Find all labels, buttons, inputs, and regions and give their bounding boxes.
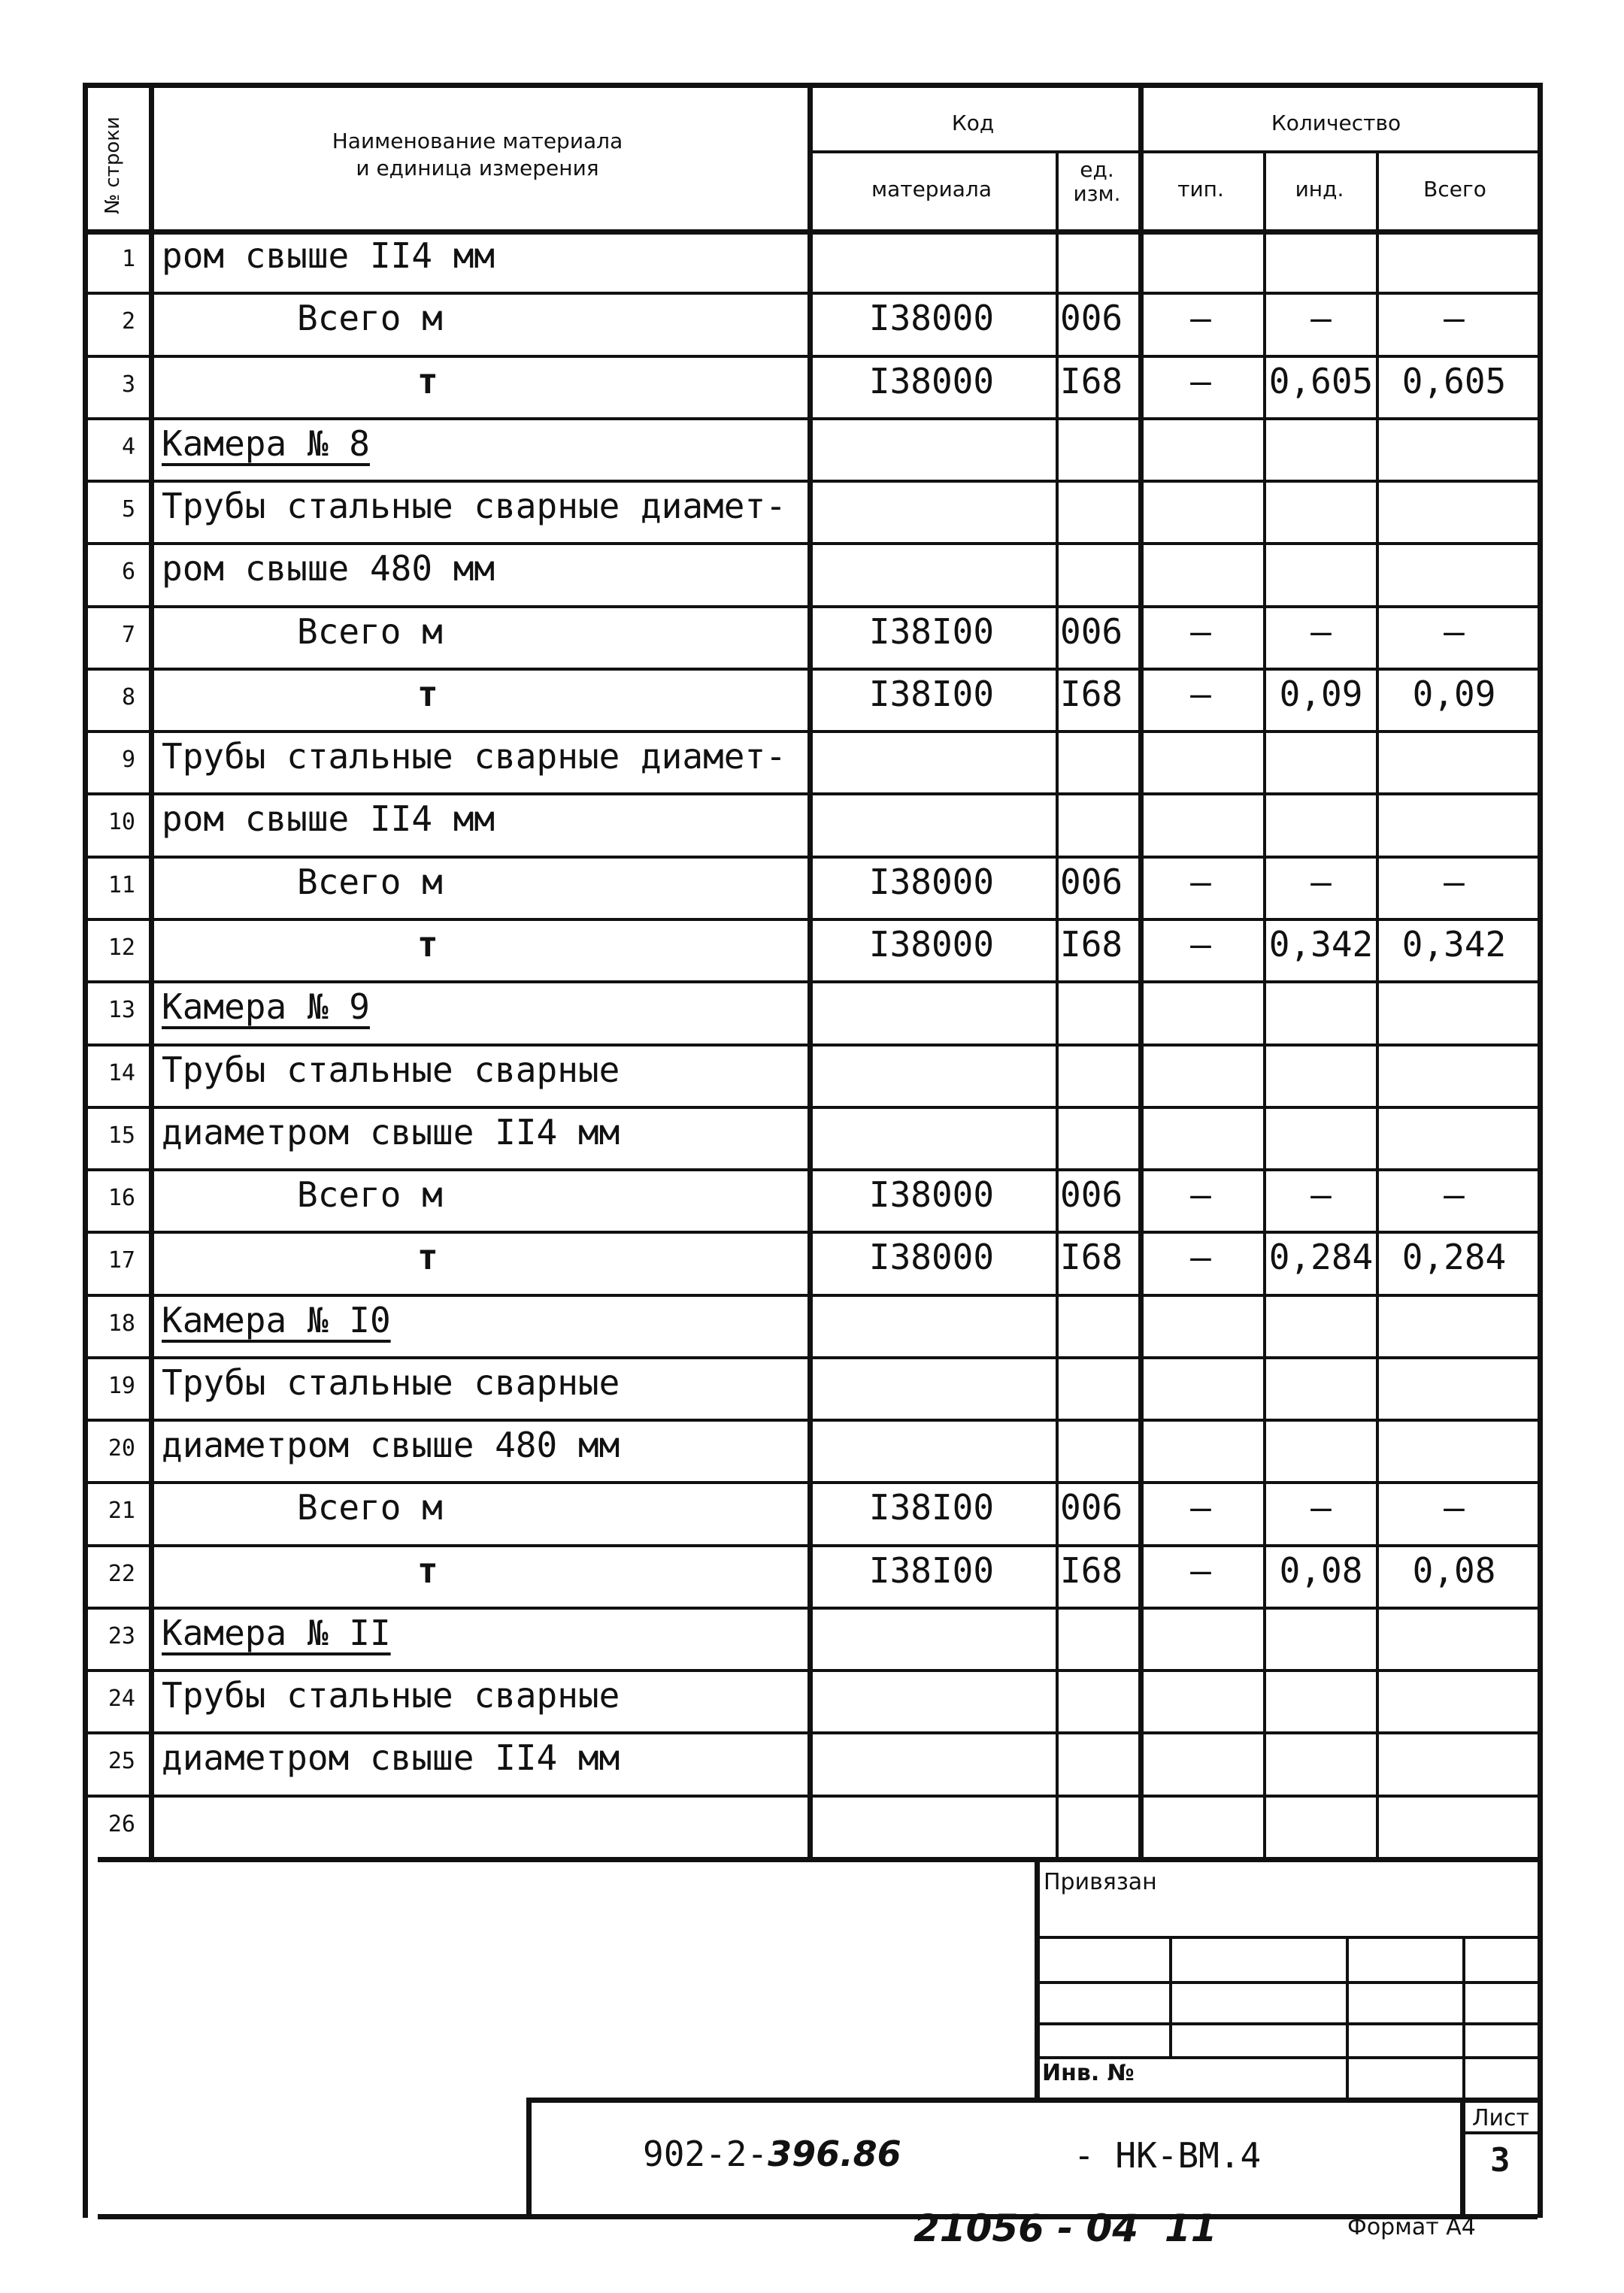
- cell-unit: 006: [1060, 298, 1123, 339]
- row-number: 19: [108, 1372, 135, 1399]
- row-number: 1: [121, 246, 135, 272]
- cell-code: I38000: [868, 1237, 995, 1278]
- row-line: [83, 668, 1538, 671]
- row-line: [83, 355, 1538, 358]
- row-line: [83, 730, 1538, 733]
- document-code: [643, 2134, 901, 2174]
- row-number: 12: [108, 934, 135, 961]
- row-number: 17: [108, 1247, 135, 1274]
- header-material: материала: [871, 177, 992, 201]
- row-number: 14: [108, 1059, 135, 1086]
- row-line: [83, 292, 1538, 295]
- cell-unit: I68: [1060, 1549, 1123, 1591]
- row-line: [83, 605, 1538, 608]
- cell-tip: –: [1190, 298, 1211, 339]
- cell-name: Всего м: [297, 861, 443, 902]
- cell-tip: –: [1190, 1549, 1211, 1591]
- cell-name: Камера № II: [162, 1612, 391, 1653]
- row-number: 2: [121, 308, 135, 335]
- cell-code: I38000: [868, 298, 995, 339]
- cell-name: Всего м: [297, 610, 443, 652]
- cell-total: –: [1444, 610, 1465, 652]
- row-number: 5: [121, 496, 135, 523]
- row-number: 11: [108, 871, 135, 898]
- cell-unit: I68: [1060, 673, 1123, 714]
- doc-prefix: 902-2-: [643, 2134, 768, 2174]
- header-unit: ед. изм.: [1073, 157, 1121, 206]
- sheet-number: 3: [1490, 2141, 1510, 2179]
- row-number: 21: [108, 1498, 135, 1525]
- cell-code: I38000: [868, 360, 995, 401]
- cell-total: –: [1444, 1174, 1465, 1216]
- row-line: [83, 1795, 1538, 1798]
- cell-unit: I68: [1060, 923, 1123, 965]
- cell-ind: 0,605: [1268, 360, 1374, 401]
- sheet-divider: [1460, 2098, 1465, 2214]
- cell-unit: 006: [1060, 610, 1123, 652]
- row-number: 10: [108, 809, 135, 836]
- cell-name: Камера № I0: [162, 1299, 391, 1340]
- cell-unit: I68: [1060, 360, 1123, 401]
- col-line: [1138, 83, 1144, 1857]
- stamp-line: [1169, 1936, 1172, 2056]
- doc-number: 396.86: [768, 2134, 901, 2174]
- row-line: [83, 918, 1538, 921]
- cell-total: –: [1444, 861, 1465, 902]
- row-line: [83, 1481, 1538, 1484]
- row-number: 7: [121, 621, 135, 648]
- cell-code: I38I00: [868, 673, 995, 714]
- col-line: [807, 83, 813, 1857]
- row-number: 26: [108, 1810, 135, 1837]
- cell-name: Трубы стальные сварные: [162, 1362, 620, 1403]
- cell-tip: –: [1190, 610, 1211, 652]
- cell-ind: –: [1310, 610, 1332, 652]
- cell-name: Трубы стальные сварные диамет-: [162, 736, 786, 777]
- bottom-border: [98, 2214, 1538, 2219]
- cell-name: диаметром свыше II4 мм: [162, 1737, 620, 1779]
- title-top-border: [526, 2098, 1538, 2103]
- cell-name: Трубы стальные сварные диамет-: [162, 486, 786, 527]
- table-bottom-border: [98, 1857, 1538, 1862]
- col-line: [149, 83, 154, 1857]
- cell-total: 0,342: [1401, 923, 1507, 965]
- row-line: [83, 1731, 1538, 1734]
- cell-name: ром свыше II4 мм: [162, 798, 495, 840]
- row-line: [83, 1544, 1538, 1547]
- row-number: 24: [108, 1686, 135, 1713]
- row-line: [83, 1106, 1538, 1109]
- row-line: [83, 1419, 1538, 1422]
- sheet-label: Лист: [1472, 2105, 1530, 2131]
- cell-ind: –: [1310, 1487, 1332, 1528]
- stamp-line: [1035, 1857, 1040, 2098]
- row-line: [83, 1294, 1538, 1297]
- cell-unit: 006: [1060, 861, 1123, 902]
- header-rownum: № строки: [102, 117, 124, 214]
- row-number: 8: [121, 683, 135, 710]
- cell-unit: I68: [1060, 1237, 1123, 1278]
- header-ind: инд.: [1295, 177, 1344, 201]
- row-number: 6: [121, 559, 135, 586]
- stamp-line: [1346, 1936, 1349, 2098]
- row-line: [83, 980, 1538, 983]
- row-number: 18: [108, 1310, 135, 1337]
- title-left-border: [526, 2098, 532, 2214]
- cell-name: диаметром свыше 480 мм: [162, 1425, 620, 1466]
- cell-tip: –: [1190, 1174, 1211, 1216]
- doc-suffix: - НК-ВМ.4: [1074, 2135, 1262, 2176]
- cell-ind: 0,09: [1279, 673, 1363, 714]
- cell-name: Трубы стальные сварные: [162, 1049, 620, 1090]
- privyazan-label: Привязан: [1044, 1869, 1157, 1895]
- cell-code: I38000: [868, 1174, 995, 1216]
- cell-name: т: [417, 673, 438, 714]
- cell-ind: –: [1310, 861, 1332, 902]
- cell-tip: –: [1190, 861, 1211, 902]
- cell-total: –: [1444, 298, 1465, 339]
- cell-name: т: [417, 1237, 438, 1278]
- cell-code: I38000: [868, 861, 995, 902]
- cell-tip: –: [1190, 1237, 1211, 1278]
- cell-total: 0,605: [1401, 360, 1507, 401]
- sheet-line: [1460, 2131, 1538, 2134]
- cell-code: I38I00: [868, 1487, 995, 1528]
- cell-total: 0,08: [1412, 1549, 1496, 1591]
- row-line: [83, 856, 1538, 859]
- cell-code: I38000: [868, 923, 995, 965]
- cell-name: Камера № 8: [162, 423, 370, 464]
- row-number: 13: [108, 997, 135, 1024]
- row-line: [83, 542, 1538, 545]
- cell-name: Всего м: [297, 298, 443, 339]
- row-line: [83, 1168, 1538, 1171]
- format-label: Формат А4: [1347, 2214, 1476, 2240]
- cell-name: диаметром свыше II4 мм: [162, 1111, 620, 1153]
- cell-name: т: [417, 360, 438, 401]
- row-line: [83, 417, 1538, 420]
- cell-total: –: [1444, 1487, 1465, 1528]
- stamp-line: [1462, 1936, 1465, 2098]
- header-name: Наименование материала и единица измерения: [332, 129, 623, 180]
- row-line: [83, 1231, 1538, 1234]
- col-line: [1056, 150, 1059, 1857]
- row-number: 3: [121, 371, 135, 398]
- cell-name: т: [417, 1549, 438, 1591]
- row-line: [83, 1669, 1538, 1672]
- cell-unit: 006: [1060, 1487, 1123, 1528]
- row-number: 20: [108, 1435, 135, 1462]
- cell-tip: –: [1190, 673, 1211, 714]
- cell-name: Всего м: [297, 1487, 443, 1528]
- cell-tip: –: [1190, 1487, 1211, 1528]
- col-line: [1263, 150, 1266, 1857]
- row-number: 25: [108, 1748, 135, 1775]
- cell-tip: –: [1190, 923, 1211, 965]
- row-number: 22: [108, 1560, 135, 1587]
- row-number: 15: [108, 1122, 135, 1149]
- cell-name: т: [417, 923, 438, 965]
- row-line: [83, 1044, 1538, 1047]
- row-number: 16: [108, 1185, 135, 1212]
- header-tip: тип.: [1177, 177, 1224, 201]
- cell-name: Всего м: [297, 1174, 443, 1216]
- cell-ind: –: [1310, 298, 1332, 339]
- left-border: [83, 83, 88, 2218]
- cell-ind: 0,342: [1268, 923, 1374, 965]
- row-line: [83, 792, 1538, 795]
- cell-unit: 006: [1060, 1174, 1123, 1216]
- cell-total: 0,09: [1412, 673, 1496, 714]
- row-line: [83, 480, 1538, 483]
- right-border: [1538, 83, 1543, 2218]
- cell-total: 0,284: [1401, 1237, 1507, 1278]
- row-number: 23: [108, 1622, 135, 1649]
- inv-label: Инв. №: [1042, 2060, 1135, 2086]
- header-code: Код: [951, 111, 995, 135]
- handwritten-number: 21056 - 04 11: [914, 2207, 1217, 2250]
- header-subline: [807, 150, 1538, 153]
- cell-ind: 0,284: [1268, 1237, 1374, 1278]
- cell-name: ром свыше II4 мм: [162, 235, 495, 276]
- cell-code: I38I00: [868, 610, 995, 652]
- header-total: Всего: [1423, 177, 1486, 201]
- cell-name: Камера № 9: [162, 986, 370, 1028]
- cell-ind: –: [1310, 1174, 1332, 1216]
- row-line: [83, 1356, 1538, 1359]
- cell-name: ром свыше 480 мм: [162, 548, 495, 589]
- cell-tip: –: [1190, 360, 1211, 401]
- cell-name: Трубы стальные сварные: [162, 1675, 620, 1716]
- col-line: [1376, 150, 1379, 1857]
- row-number: 9: [121, 747, 135, 774]
- row-number: 4: [121, 433, 135, 460]
- header-quantity: Количество: [1271, 111, 1401, 135]
- row-line: [83, 1607, 1538, 1610]
- cell-code: I38I00: [868, 1549, 995, 1591]
- cell-ind: 0,08: [1279, 1549, 1363, 1591]
